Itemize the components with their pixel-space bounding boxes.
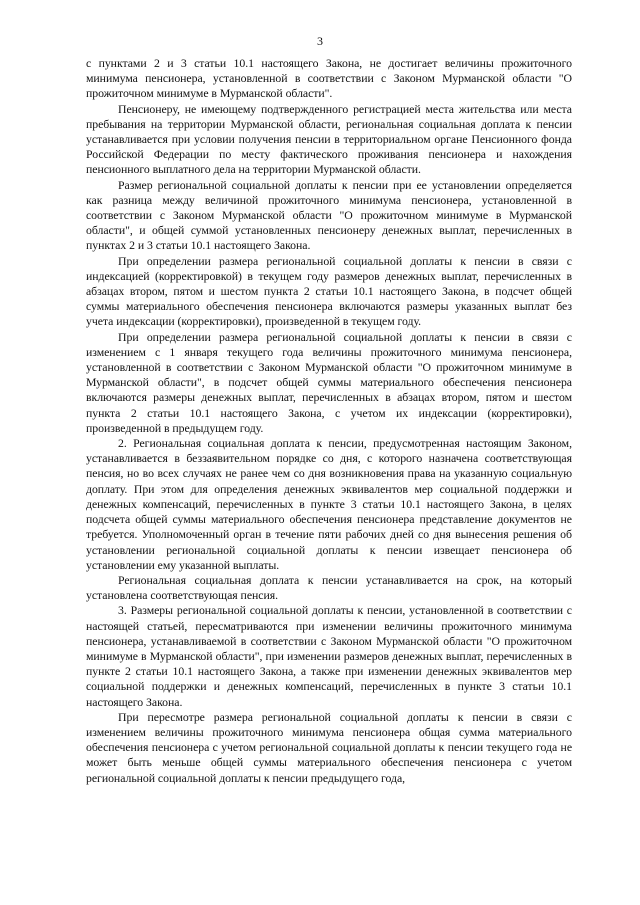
page-number: 3 bbox=[317, 34, 323, 48]
paragraph: При определении размера региональной социальной доплаты к пенсии в связи с индексацией (корректировкой) в текущем году размеров денежных выплат, перечисленных в абзацах втором, пятом и шестом пункта 2 статьи 10.1 настоящего Закона, в подсчет общей суммы материального обеспечения пенсионера включаются размеры указанных выплат без учета индексации (корректировки), произведенной в текущем году. bbox=[86, 253, 572, 329]
paragraph: При пересмотре размера региональной социальной доплаты к пенсии в связи с изменением величины прожиточного минимума пенсионера общая сумма материального обеспечения пенсионера с учетом региональной социальной доплаты к пенсии текущего года не может быть меньше общей суммы материального обеспечения пенсионера с учетом региональной социальной доплаты к пенсии предыдущего года, bbox=[86, 709, 572, 785]
paragraph-clause-2: 2. Региональная социальная доплата к пенсии, предусмотренная настоящим Законом, устанавливается в беззаявительном порядке со дня, с которого назначена соответствующая пенсия, но во всех случаях не ранее чем со дня возникновения права на указанную социальную доплату. При этом для определения денежных эквивалентов мер социальной поддержки и денежных компенсаций, перечисленных в пункте 3 статьи 10.1 настоящего Закона, в целях подсчета общей суммы материального обеспечения пенсионера представление документов не требуется. Уполномоченный орган в течение пяти рабочих дней со дня вынесения решения об установлении региональной социальной доплаты к пенсии извещает пенсионера об установлении ему указанной выплаты. bbox=[86, 436, 572, 572]
paragraph: Пенсионеру, не имеющему подтвержденного регистрацией места жительства или места пребывания на территории Мурманской области, региональная социальная доплата к пенсии устанавливается при условии получения пенсии в территориальном органе Пенсионного фонда Российской Федерации по месту фактического проживания пенсионера и нахождения пенсионного выплатного дела на территории Мурманской области. bbox=[86, 101, 572, 177]
paragraph-continuation: с пунктами 2 и 3 статьи 10.1 настоящего Закона, не достигает величины прожиточного минимума пенсионера, установленной в соответствии с Законом Мурманской области "О прожиточном минимуме в Мурманской области". bbox=[86, 56, 572, 101]
paragraph: Региональная социальная доплата к пенсии устанавливается на срок, на который установлена соответствующая пенсия. bbox=[86, 572, 572, 603]
paragraph: При определении размера региональной социальной доплаты к пенсии в связи с изменением с 1 января текущего года величины прожиточного минимума пенсионера, установленной в соответствии с Законом Мурманской области "О прожиточном минимуме в Мурманской области", в подсчет общей суммы материального обеспечения пенсионера включаются размеры денежных выплат, перечисленных в абзацах втором, пятом и шестом пункта 2 статьи 10.1 настоящего Закона, с учетом их индексации (корректировки), произведенной в предыдущем году. bbox=[86, 329, 572, 435]
paragraph-clause-3: 3. Размеры региональной социальной доплаты к пенсии, установленной в соответствии с настоящей статьей, пересматриваются при изменении величины прожиточного минимума пенсионера, устанавливаемой в соответствии с Законом Мурманской области "О прожиточном минимуме в Мурманской области", при изменении размеров денежных выплат, перечисленных в пункте 2 статьи 10.1 настоящего Закона, а также при изменении денежных эквивалентов мер социальной поддержки и денежных компенсаций, перечисленных в пункте 3 статьи 10.1 настоящего Закона. bbox=[86, 603, 572, 709]
document-body bbox=[86, 56, 572, 786]
paragraph: Размер региональной социальной доплаты к пенсии при ее установлении определяется как разница между величиной прожиточного минимума пенсионера, установленной в соответствии с Законом Мурманской области "О прожиточном минимуме в Мурманской области", и общей суммой установленных пенсионеру денежных выплат, перечисленных в пунктах 2 и 3 статьи 10.1 настоящего Закона. bbox=[86, 177, 572, 253]
